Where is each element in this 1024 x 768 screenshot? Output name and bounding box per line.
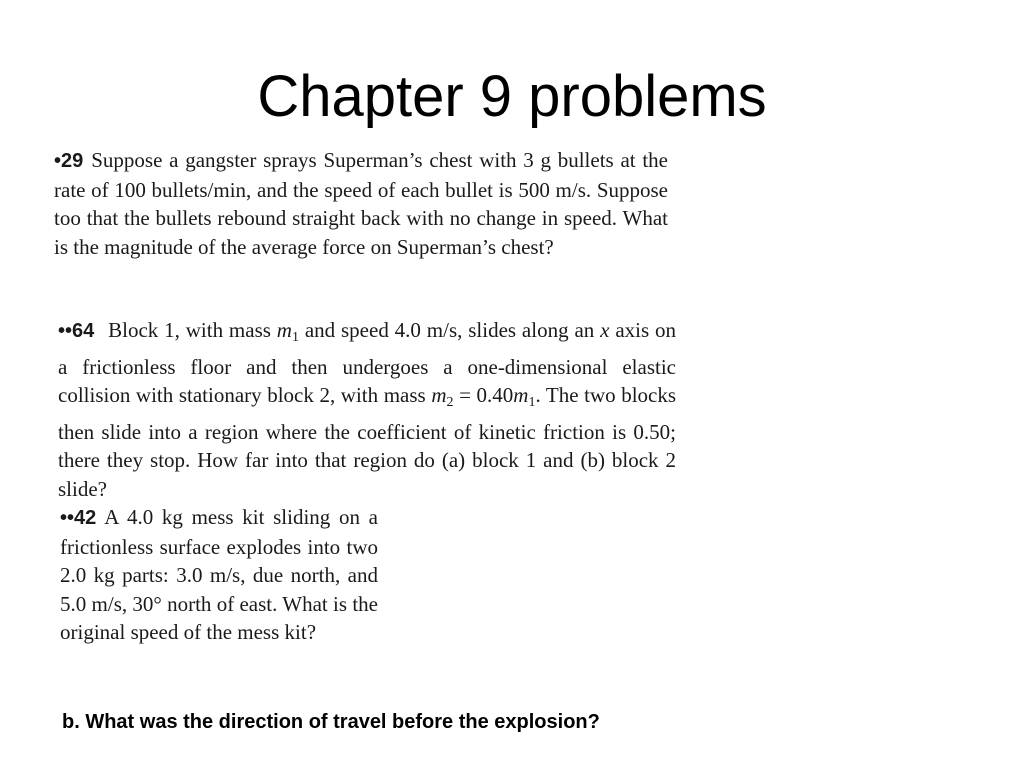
problem-text-part: Block 1, with mass	[108, 318, 271, 342]
problem-number: •29	[54, 150, 84, 172]
mass-subscript: 1	[291, 330, 299, 345]
problem-text: Suppose a gangster sprays Superman’s chest with 3 g bullets at the rate of 100 bullets/min, and the speed of each bullet is 500 m/s. Suppose too that the bullets rebound straight back with no change in speed. What is the magnitude of the average force on Superman’s chest?	[54, 148, 668, 259]
problem-text-part: . The two blocks then slide into a region where the coefficient of kinetic friction is 0.50; there they stop. How far into that region do (a) block 1 and (b) block 2 slide?	[58, 383, 677, 501]
problem-64	[58, 316, 676, 503]
mass-symbol: m	[276, 318, 292, 342]
problem-number: ••64	[58, 320, 95, 342]
problem-text-part: = 0.40	[459, 383, 514, 407]
problem-number: ••42	[60, 507, 97, 529]
problem-text: A 4.0 kg mess kit sliding on a frictionless surface explodes into two 2.0 kg parts: 3.0 m/s, due north, and 5.0 m/s, 30° north of east. What is the original speed of the mess kit?	[60, 505, 378, 644]
slide-title: Chapter 9 problems	[257, 64, 767, 129]
axis-symbol: x	[600, 318, 610, 342]
mass-symbol: m	[431, 383, 447, 407]
followup-question: b. What was the direction of travel before the explosion?	[62, 711, 600, 733]
mass-symbol: m	[513, 383, 529, 407]
problem-text-part: axis on a frictionless floor and then undergoes a one-dimensional elastic collision with stationary block 2, with mass	[58, 318, 676, 407]
mass-subscript: 1	[528, 395, 536, 410]
problem-29	[54, 146, 668, 261]
problem-text-part: and speed 4.0 m/s, slides along an	[304, 318, 595, 342]
mass-subscript: 2	[446, 395, 454, 410]
problem-42	[60, 503, 378, 647]
